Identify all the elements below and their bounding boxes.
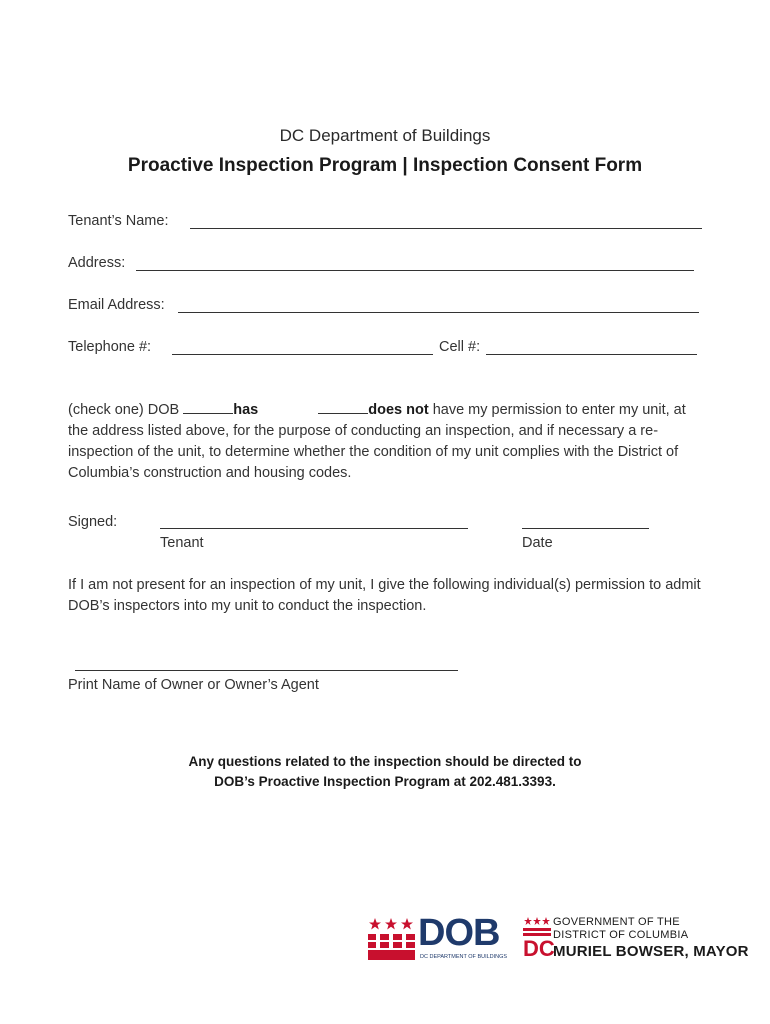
cell-label: Cell #: [439, 339, 481, 355]
department-name: DC Department of Buildings [279, 126, 491, 145]
contact-note [0, 752, 770, 792]
has-checkbox-line[interactable] [183, 401, 233, 414]
cell-line[interactable] [486, 354, 697, 355]
tenant-caption: Tenant [160, 535, 204, 551]
address-line[interactable] [136, 270, 694, 271]
owner-agent-caption: Print Name of Owner or Owner’s Agent [68, 677, 319, 693]
gov-line-2: DISTRICT OF COLUMBIA [553, 929, 689, 941]
date-line[interactable] [522, 528, 649, 529]
email-line[interactable] [178, 312, 699, 313]
contact-line-2: DOB’s Proactive Inspection Program at 202.481.3393. [214, 774, 556, 789]
dc-mark: DC [523, 936, 555, 961]
consent-paragraph [68, 400, 708, 484]
does-not-option: does not [368, 402, 429, 418]
owner-agent-line[interactable] [75, 670, 458, 671]
gov-line-1: GOVERNMENT OF THE [553, 916, 680, 928]
consent-suffix: have my permission to enter my unit, at the address listed above, for the purpose of conducting an inspection, and if necessary a re-inspection of the unit, to determine whether the condition of my unit complies with the District of Columbia’s construction and housing codes. [68, 402, 686, 481]
email-label: Email Address: [68, 297, 165, 313]
telephone-line[interactable] [172, 354, 433, 355]
consent-prefix: (check one) DOB [68, 402, 184, 418]
signed-label: Signed: [68, 514, 118, 530]
mayor-name: MURIEL BOWSER, MAYOR [553, 943, 749, 960]
absence-paragraph: If I am not present for an inspection of my unit, I give the following individual(s) permission to admit DOB’s inspectors into my unit to conduct the inspection. [68, 577, 701, 614]
tenant-name-label: Tenant’s Name: [68, 213, 169, 229]
dob-letters: DOB [418, 912, 500, 954]
address-label: Address: [68, 255, 126, 271]
contact-line-1: Any questions related to the inspection should be directed to [188, 754, 582, 769]
does-not-checkbox-line[interactable] [318, 401, 368, 414]
has-option: has [233, 402, 259, 418]
dob-logo [368, 912, 518, 962]
dc-government-logo [523, 916, 749, 962]
tenant-signature-line[interactable] [160, 528, 468, 529]
dob-subtitle: DC DEPARTMENT OF BUILDINGS [420, 954, 508, 960]
form-title: Proactive Inspection Program | Inspection Consent Form [127, 155, 643, 176]
tenant-name-line[interactable] [190, 228, 702, 229]
telephone-label: Telephone #: [68, 339, 152, 355]
date-caption: Date [522, 535, 553, 551]
